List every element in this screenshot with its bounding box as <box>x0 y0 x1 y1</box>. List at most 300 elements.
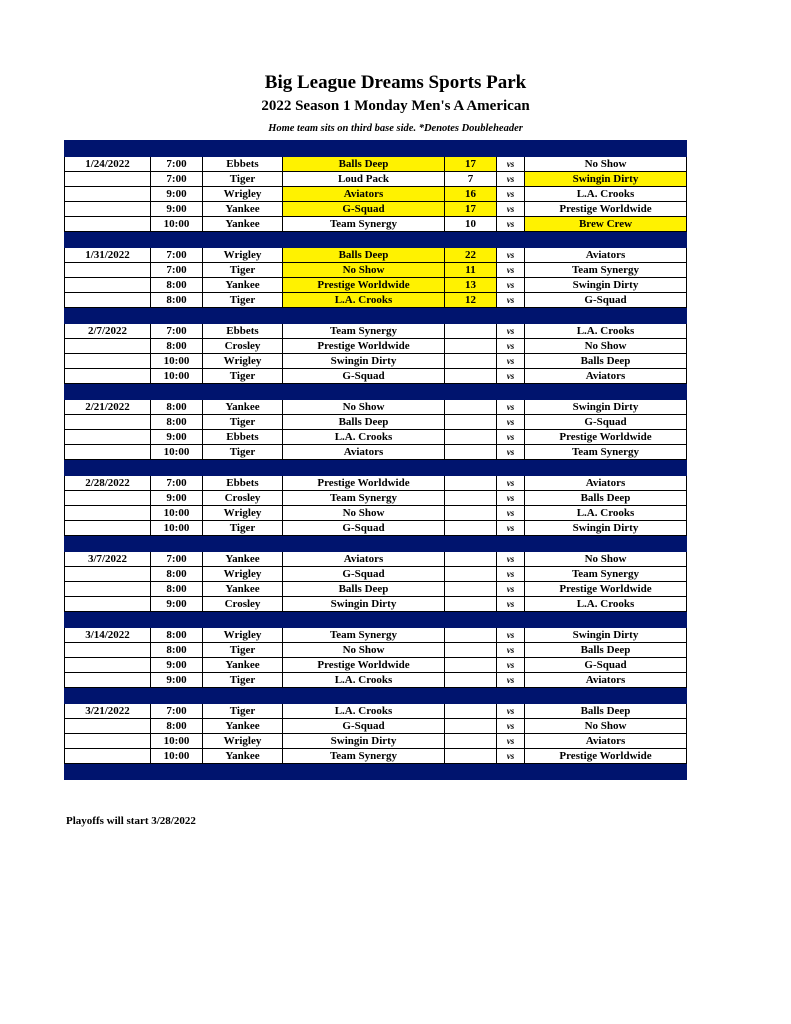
home-team-cell: G-Squad <box>283 567 445 582</box>
away-team-cell: No Show <box>525 552 687 567</box>
separator-row <box>65 536 687 552</box>
separator-cell <box>525 384 687 400</box>
separator-cell <box>203 384 283 400</box>
time-cell: 10:00 <box>151 217 203 232</box>
separator-cell <box>525 764 687 780</box>
away-team-cell: Aviators <box>525 369 687 384</box>
home-score-cell <box>445 400 497 415</box>
home-score-cell: 12 <box>445 293 497 308</box>
vs-cell: vs <box>497 430 525 445</box>
home-score-cell: 7 <box>445 172 497 187</box>
separator-cell <box>497 308 525 324</box>
date-cell <box>65 445 151 460</box>
game-row <box>65 339 687 354</box>
separator-cell <box>497 688 525 704</box>
vs-cell: vs <box>497 248 525 263</box>
away-team-cell: Prestige Worldwide <box>525 582 687 597</box>
date-cell <box>65 339 151 354</box>
separator-cell <box>525 141 687 157</box>
separator-cell <box>525 308 687 324</box>
home-score-cell <box>445 324 497 339</box>
game-row <box>65 749 687 764</box>
time-cell: 7:00 <box>151 263 203 278</box>
separator-cell <box>445 536 497 552</box>
home-team-cell: Prestige Worldwide <box>283 658 445 673</box>
time-cell: 10:00 <box>151 734 203 749</box>
field-cell: Crosley <box>203 597 283 612</box>
away-team-cell: No Show <box>525 719 687 734</box>
time-cell: 7:00 <box>151 476 203 491</box>
away-team-cell: No Show <box>525 157 687 172</box>
separator-cell <box>525 232 687 248</box>
time-cell: 7:00 <box>151 157 203 172</box>
schedule-note: Home team sits on third base side. *Denotes Doubleheader <box>268 123 523 134</box>
date-cell: 1/24/2022 <box>65 157 151 172</box>
date-cell: 1/31/2022 <box>65 248 151 263</box>
time-cell: 10:00 <box>151 445 203 460</box>
separator-cell <box>151 308 203 324</box>
field-cell: Yankee <box>203 400 283 415</box>
away-team-cell: Team Synergy <box>525 567 687 582</box>
time-cell: 8:00 <box>151 643 203 658</box>
away-team-cell: Balls Deep <box>525 704 687 719</box>
time-cell: 10:00 <box>151 749 203 764</box>
away-team-cell: Balls Deep <box>525 354 687 369</box>
home-team-cell: G-Squad <box>283 719 445 734</box>
field-cell: Crosley <box>203 491 283 506</box>
home-team-cell: Prestige Worldwide <box>283 339 445 354</box>
field-cell: Wrigley <box>203 187 283 202</box>
game-row <box>65 263 687 278</box>
separator-cell <box>497 232 525 248</box>
vs-cell: vs <box>497 567 525 582</box>
separator-cell <box>497 764 525 780</box>
game-row <box>65 430 687 445</box>
away-team-cell: Prestige Worldwide <box>525 749 687 764</box>
away-team-cell: Brew Crew <box>525 217 687 232</box>
field-cell: Ebbets <box>203 476 283 491</box>
date-cell <box>65 506 151 521</box>
vs-cell: vs <box>497 491 525 506</box>
home-score-cell <box>445 476 497 491</box>
vs-cell: vs <box>497 172 525 187</box>
date-cell <box>65 263 151 278</box>
home-score-cell <box>445 567 497 582</box>
home-score-cell <box>445 415 497 430</box>
date-cell: 3/21/2022 <box>65 704 151 719</box>
page-title: Big League Dreams Sports Park <box>264 72 527 93</box>
separator-cell <box>65 688 151 704</box>
field-cell: Ebbets <box>203 157 283 172</box>
away-team-cell: Swingin Dirty <box>525 628 687 643</box>
separator-row <box>65 384 687 400</box>
field-cell: Wrigley <box>203 354 283 369</box>
away-team-cell: Balls Deep <box>525 491 687 506</box>
home-team-cell: G-Squad <box>283 521 445 536</box>
field-cell: Yankee <box>203 202 283 217</box>
game-row <box>65 567 687 582</box>
game-row <box>65 673 687 688</box>
separator-row <box>65 612 687 628</box>
field-cell: Tiger <box>203 293 283 308</box>
vs-cell: vs <box>497 658 525 673</box>
date-cell <box>65 567 151 582</box>
home-score-cell: 13 <box>445 278 497 293</box>
date-cell <box>65 749 151 764</box>
home-score-cell <box>445 673 497 688</box>
home-team-cell: L.A. Crooks <box>283 673 445 688</box>
home-team-cell: Swingin Dirty <box>283 734 445 749</box>
away-team-cell: L.A. Crooks <box>525 506 687 521</box>
date-cell <box>65 278 151 293</box>
home-score-cell <box>445 749 497 764</box>
home-team-cell: Aviators <box>283 552 445 567</box>
separator-cell <box>203 460 283 476</box>
vs-cell: vs <box>497 643 525 658</box>
game-row <box>65 172 687 187</box>
time-cell: 7:00 <box>151 324 203 339</box>
separator-cell <box>151 460 203 476</box>
time-cell: 8:00 <box>151 628 203 643</box>
game-row <box>65 248 687 263</box>
separator-cell <box>151 384 203 400</box>
time-cell: 10:00 <box>151 506 203 521</box>
separator-cell <box>497 141 525 157</box>
home-team-cell: No Show <box>283 643 445 658</box>
away-team-cell: Swingin Dirty <box>525 521 687 536</box>
separator-cell <box>283 460 445 476</box>
field-cell: Tiger <box>203 445 283 460</box>
game-row <box>65 734 687 749</box>
home-score-cell <box>445 491 497 506</box>
home-score-cell <box>445 597 497 612</box>
field-cell: Wrigley <box>203 628 283 643</box>
away-team-cell: Aviators <box>525 476 687 491</box>
away-team-cell: Balls Deep <box>525 643 687 658</box>
away-team-cell: L.A. Crooks <box>525 187 687 202</box>
away-team-cell: Prestige Worldwide <box>525 202 687 217</box>
separator-row <box>65 764 687 780</box>
separator-cell <box>445 308 497 324</box>
vs-cell: vs <box>497 278 525 293</box>
date-cell <box>65 673 151 688</box>
game-row <box>65 415 687 430</box>
separator-cell <box>445 232 497 248</box>
time-cell: 8:00 <box>151 415 203 430</box>
away-team-cell: Aviators <box>525 673 687 688</box>
page-subtitle: 2022 Season 1 Monday Men's A American <box>261 98 530 114</box>
separator-cell <box>525 536 687 552</box>
time-cell: 10:00 <box>151 369 203 384</box>
separator-row <box>65 460 687 476</box>
away-team-cell: Prestige Worldwide <box>525 430 687 445</box>
date-cell <box>65 217 151 232</box>
date-cell <box>65 643 151 658</box>
separator-cell <box>65 536 151 552</box>
separator-cell <box>203 764 283 780</box>
field-cell: Tiger <box>203 643 283 658</box>
home-team-cell: Team Synergy <box>283 491 445 506</box>
game-row <box>65 597 687 612</box>
field-cell: Yankee <box>203 719 283 734</box>
field-cell: Wrigley <box>203 734 283 749</box>
vs-cell: vs <box>497 415 525 430</box>
vs-cell: vs <box>497 521 525 536</box>
separator-cell <box>283 308 445 324</box>
home-score-cell: 22 <box>445 248 497 263</box>
vs-cell: vs <box>497 187 525 202</box>
away-team-cell: Swingin Dirty <box>525 172 687 187</box>
game-row <box>65 704 687 719</box>
time-cell: 10:00 <box>151 354 203 369</box>
field-cell: Crosley <box>203 339 283 354</box>
vs-cell: vs <box>497 582 525 597</box>
date-cell <box>65 491 151 506</box>
date-cell <box>65 719 151 734</box>
field-cell: Yankee <box>203 552 283 567</box>
time-cell: 10:00 <box>151 521 203 536</box>
home-score-cell <box>445 430 497 445</box>
game-row <box>65 491 687 506</box>
vs-cell: vs <box>497 597 525 612</box>
home-score-cell: 10 <box>445 217 497 232</box>
home-score-cell <box>445 704 497 719</box>
separator-row <box>65 688 687 704</box>
away-team-cell: G-Squad <box>525 293 687 308</box>
separator-cell <box>203 612 283 628</box>
game-row <box>65 506 687 521</box>
date-cell <box>65 293 151 308</box>
away-team-cell: G-Squad <box>525 415 687 430</box>
home-team-cell: Loud Pack <box>283 172 445 187</box>
time-cell: 8:00 <box>151 582 203 597</box>
home-score-cell: 11 <box>445 263 497 278</box>
home-score-cell <box>445 719 497 734</box>
away-team-cell: L.A. Crooks <box>525 597 687 612</box>
separator-cell <box>65 612 151 628</box>
game-row <box>65 552 687 567</box>
time-cell: 9:00 <box>151 491 203 506</box>
separator-cell <box>445 460 497 476</box>
date-cell <box>65 369 151 384</box>
home-team-cell: Team Synergy <box>283 749 445 764</box>
separator-cell <box>65 232 151 248</box>
date-cell <box>65 202 151 217</box>
field-cell: Yankee <box>203 278 283 293</box>
home-score-cell <box>445 506 497 521</box>
away-team-cell: Swingin Dirty <box>525 278 687 293</box>
game-row <box>65 202 687 217</box>
game-row <box>65 476 687 491</box>
home-team-cell: Aviators <box>283 187 445 202</box>
vs-cell: vs <box>497 628 525 643</box>
field-cell: Tiger <box>203 263 283 278</box>
home-score-cell: 16 <box>445 187 497 202</box>
separator-row <box>65 141 687 157</box>
separator-cell <box>151 764 203 780</box>
schedule-table <box>64 140 687 780</box>
game-row <box>65 369 687 384</box>
date-cell <box>65 521 151 536</box>
game-row <box>65 400 687 415</box>
game-row <box>65 157 687 172</box>
time-cell: 7:00 <box>151 248 203 263</box>
home-team-cell: Swingin Dirty <box>283 597 445 612</box>
home-score-cell <box>445 552 497 567</box>
away-team-cell: No Show <box>525 339 687 354</box>
time-cell: 9:00 <box>151 430 203 445</box>
separator-cell <box>445 141 497 157</box>
time-cell: 8:00 <box>151 339 203 354</box>
separator-cell <box>151 688 203 704</box>
separator-cell <box>283 232 445 248</box>
game-row <box>65 628 687 643</box>
date-cell <box>65 187 151 202</box>
field-cell: Tiger <box>203 521 283 536</box>
away-team-cell: Aviators <box>525 734 687 749</box>
separator-cell <box>445 612 497 628</box>
separator-cell <box>203 232 283 248</box>
date-cell <box>65 430 151 445</box>
away-team-cell: Team Synergy <box>525 263 687 278</box>
game-row <box>65 187 687 202</box>
vs-cell: vs <box>497 354 525 369</box>
vs-cell: vs <box>497 734 525 749</box>
field-cell: Tiger <box>203 369 283 384</box>
game-row <box>65 445 687 460</box>
field-cell: Ebbets <box>203 324 283 339</box>
home-team-cell: L.A. Crooks <box>283 293 445 308</box>
separator-cell <box>525 460 687 476</box>
field-cell: Tiger <box>203 673 283 688</box>
date-cell <box>65 172 151 187</box>
separator-cell <box>203 141 283 157</box>
separator-cell <box>203 536 283 552</box>
vs-cell: vs <box>497 293 525 308</box>
separator-cell <box>497 460 525 476</box>
separator-row <box>65 308 687 324</box>
separator-cell <box>445 384 497 400</box>
separator-cell <box>525 612 687 628</box>
date-cell <box>65 597 151 612</box>
home-score-cell <box>445 734 497 749</box>
vs-cell: vs <box>497 704 525 719</box>
away-team-cell: L.A. Crooks <box>525 324 687 339</box>
date-cell: 2/21/2022 <box>65 400 151 415</box>
game-row <box>65 354 687 369</box>
time-cell: 9:00 <box>151 187 203 202</box>
home-score-cell <box>445 369 497 384</box>
home-team-cell: G-Squad <box>283 202 445 217</box>
field-cell: Tiger <box>203 704 283 719</box>
date-cell: 2/28/2022 <box>65 476 151 491</box>
separator-cell <box>283 141 445 157</box>
vs-cell: vs <box>497 400 525 415</box>
separator-cell <box>497 384 525 400</box>
game-row <box>65 324 687 339</box>
vs-cell: vs <box>497 202 525 217</box>
away-team-cell: Team Synergy <box>525 445 687 460</box>
time-cell: 9:00 <box>151 673 203 688</box>
vs-cell: vs <box>497 157 525 172</box>
time-cell: 7:00 <box>151 172 203 187</box>
vs-cell: vs <box>497 749 525 764</box>
home-team-cell: L.A. Crooks <box>283 704 445 719</box>
separator-row <box>65 232 687 248</box>
home-team-cell: Balls Deep <box>283 582 445 597</box>
separator-cell <box>65 460 151 476</box>
vs-cell: vs <box>497 339 525 354</box>
time-cell: 8:00 <box>151 293 203 308</box>
home-score-cell <box>445 582 497 597</box>
date-cell <box>65 415 151 430</box>
separator-cell <box>445 688 497 704</box>
home-team-cell: Prestige Worldwide <box>283 278 445 293</box>
home-score-cell <box>445 445 497 460</box>
field-cell: Wrigley <box>203 506 283 521</box>
separator-cell <box>151 232 203 248</box>
field-cell: Tiger <box>203 172 283 187</box>
field-cell: Yankee <box>203 582 283 597</box>
separator-cell <box>497 536 525 552</box>
separator-cell <box>203 688 283 704</box>
home-score-cell <box>445 658 497 673</box>
separator-cell <box>203 308 283 324</box>
time-cell: 8:00 <box>151 719 203 734</box>
field-cell: Yankee <box>203 749 283 764</box>
vs-cell: vs <box>497 506 525 521</box>
separator-cell <box>525 688 687 704</box>
field-cell: Yankee <box>203 217 283 232</box>
home-team-cell: Balls Deep <box>283 248 445 263</box>
field-cell: Wrigley <box>203 567 283 582</box>
vs-cell: vs <box>497 552 525 567</box>
time-cell: 8:00 <box>151 567 203 582</box>
separator-cell <box>151 612 203 628</box>
game-row <box>65 582 687 597</box>
date-cell <box>65 734 151 749</box>
date-cell <box>65 582 151 597</box>
home-team-cell: Aviators <box>283 445 445 460</box>
field-cell: Yankee <box>203 658 283 673</box>
game-row <box>65 293 687 308</box>
field-cell: Ebbets <box>203 430 283 445</box>
playoffs-note: Playoffs will start 3/28/2022 <box>66 815 196 827</box>
time-cell: 9:00 <box>151 597 203 612</box>
home-team-cell: Balls Deep <box>283 157 445 172</box>
game-row <box>65 521 687 536</box>
date-cell <box>65 354 151 369</box>
home-team-cell: Balls Deep <box>283 415 445 430</box>
home-score-cell: 17 <box>445 202 497 217</box>
separator-cell <box>283 688 445 704</box>
date-cell: 3/7/2022 <box>65 552 151 567</box>
home-score-cell <box>445 643 497 658</box>
vs-cell: vs <box>497 673 525 688</box>
home-score-cell <box>445 354 497 369</box>
home-team-cell: Team Synergy <box>283 324 445 339</box>
away-team-cell: Swingin Dirty <box>525 400 687 415</box>
time-cell: 8:00 <box>151 278 203 293</box>
home-score-cell <box>445 521 497 536</box>
field-cell: Wrigley <box>203 248 283 263</box>
date-cell: 2/7/2022 <box>65 324 151 339</box>
separator-cell <box>283 612 445 628</box>
game-row <box>65 658 687 673</box>
date-cell: 3/14/2022 <box>65 628 151 643</box>
separator-cell <box>151 536 203 552</box>
game-row <box>65 643 687 658</box>
